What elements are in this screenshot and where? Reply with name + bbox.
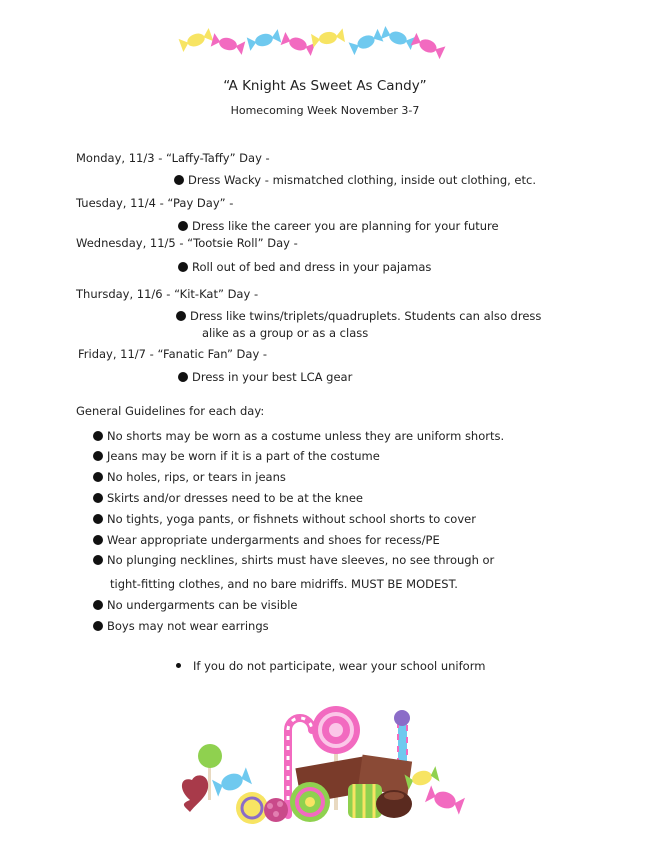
day-heading-wednesday: Wednesday, 11/5 - “Tootsie Roll” Day - [76, 236, 298, 250]
day-detail-thursday-cont: alike as a group or as a class [202, 326, 369, 340]
day-detail-tuesday: Dress like the career you are planning for your future [178, 219, 499, 233]
day-detail-thursday: Dress like twins/triplets/quadruplets. Students can also dress [176, 309, 541, 323]
candy-icon-blue-3 [381, 26, 416, 50]
wrapped-candy-row-icon [178, 22, 446, 60]
guideline-item: Jeans may be worn if it is a part of the costume [93, 449, 380, 463]
guidelines-heading: General Guidelines for each day: [76, 404, 265, 418]
bullet-icon [176, 663, 181, 668]
day-detail-monday: Dress Wacky - mismatched clothing, inside out clothing, etc. [174, 173, 536, 187]
spiral-lollipop-icon [290, 782, 330, 822]
guideline-item: No undergarments can be visible [93, 598, 297, 612]
candy-icon-yellow [179, 28, 214, 52]
candy-icon-pink-2 [281, 32, 316, 56]
heart-candy-icon [182, 775, 208, 812]
bullet-icon [93, 535, 103, 545]
spiral-candy-icon [236, 792, 268, 824]
guideline-item: No holes, rips, or tears in jeans [93, 470, 286, 484]
bullet-icon [93, 621, 103, 631]
candy-icon-yellow-2 [311, 28, 345, 47]
bullet-icon [93, 493, 103, 503]
day-detail-wednesday: Roll out of bed and dress in your pajamas [178, 260, 431, 274]
bullet-icon [93, 431, 103, 441]
candy-icon-blue-2 [349, 29, 384, 55]
page-subtitle: Homecoming Week November 3-7 [230, 104, 420, 117]
day-heading-monday: Monday, 11/3 - “Laffy-Taffy” Day - [76, 151, 270, 165]
guideline-item: No plunging necklines, shirts must have sleeves, no see through or [93, 553, 494, 567]
day-detail-friday: Dress in your best LCA gear [178, 370, 352, 384]
candy-pile-illustration-icon [170, 700, 480, 830]
bullet-icon [178, 372, 188, 382]
bullet-icon [178, 262, 188, 272]
guideline-item: Skirts and/or dresses need to be at the knee [93, 491, 363, 505]
day-heading-tuesday: Tuesday, 11/4 - “Pay Day” - [76, 196, 234, 210]
footer-note: If you do not participate, wear your school uniform [176, 659, 485, 673]
candy-icon-blue [247, 29, 282, 51]
wrapped-candy-icon-blue [212, 767, 252, 796]
bullet-icon [93, 514, 103, 524]
guideline-item: No tights, yoga pants, or fishnets without school shorts to cover [93, 512, 476, 526]
day-heading-friday: Friday, 11/7 - “Fanatic Fan” Day - [78, 347, 268, 361]
guideline-item: Boys may not wear earrings [93, 619, 269, 633]
truffle-icon [376, 790, 412, 818]
candy-icon-pink-3 [411, 33, 446, 59]
bullet-icon [174, 175, 184, 185]
candy-icon-pink [211, 33, 246, 55]
guideline-item: Wear appropriate undergarments and shoes for recess/PE [93, 533, 440, 547]
page-title: “A Knight As Sweet As Candy” [223, 78, 427, 94]
bullet-icon [93, 472, 103, 482]
guideline-item: No shorts may be worn as a costume unless they are uniform shorts. [93, 429, 504, 443]
bullet-icon [93, 600, 103, 610]
wrapped-candy-icon-pink [425, 785, 465, 814]
bullet-icon [178, 221, 188, 231]
bullet-icon [93, 555, 103, 565]
bullet-icon [176, 311, 186, 321]
bullet-icon [93, 451, 103, 461]
raspberry-candy-icon [264, 798, 288, 822]
day-heading-thursday: Thursday, 11/6 - “Kit-Kat” Day - [76, 287, 259, 301]
guideline-item-cont: tight-fitting clothes, and no bare midriffs. MUST BE MODEST. [110, 577, 458, 591]
